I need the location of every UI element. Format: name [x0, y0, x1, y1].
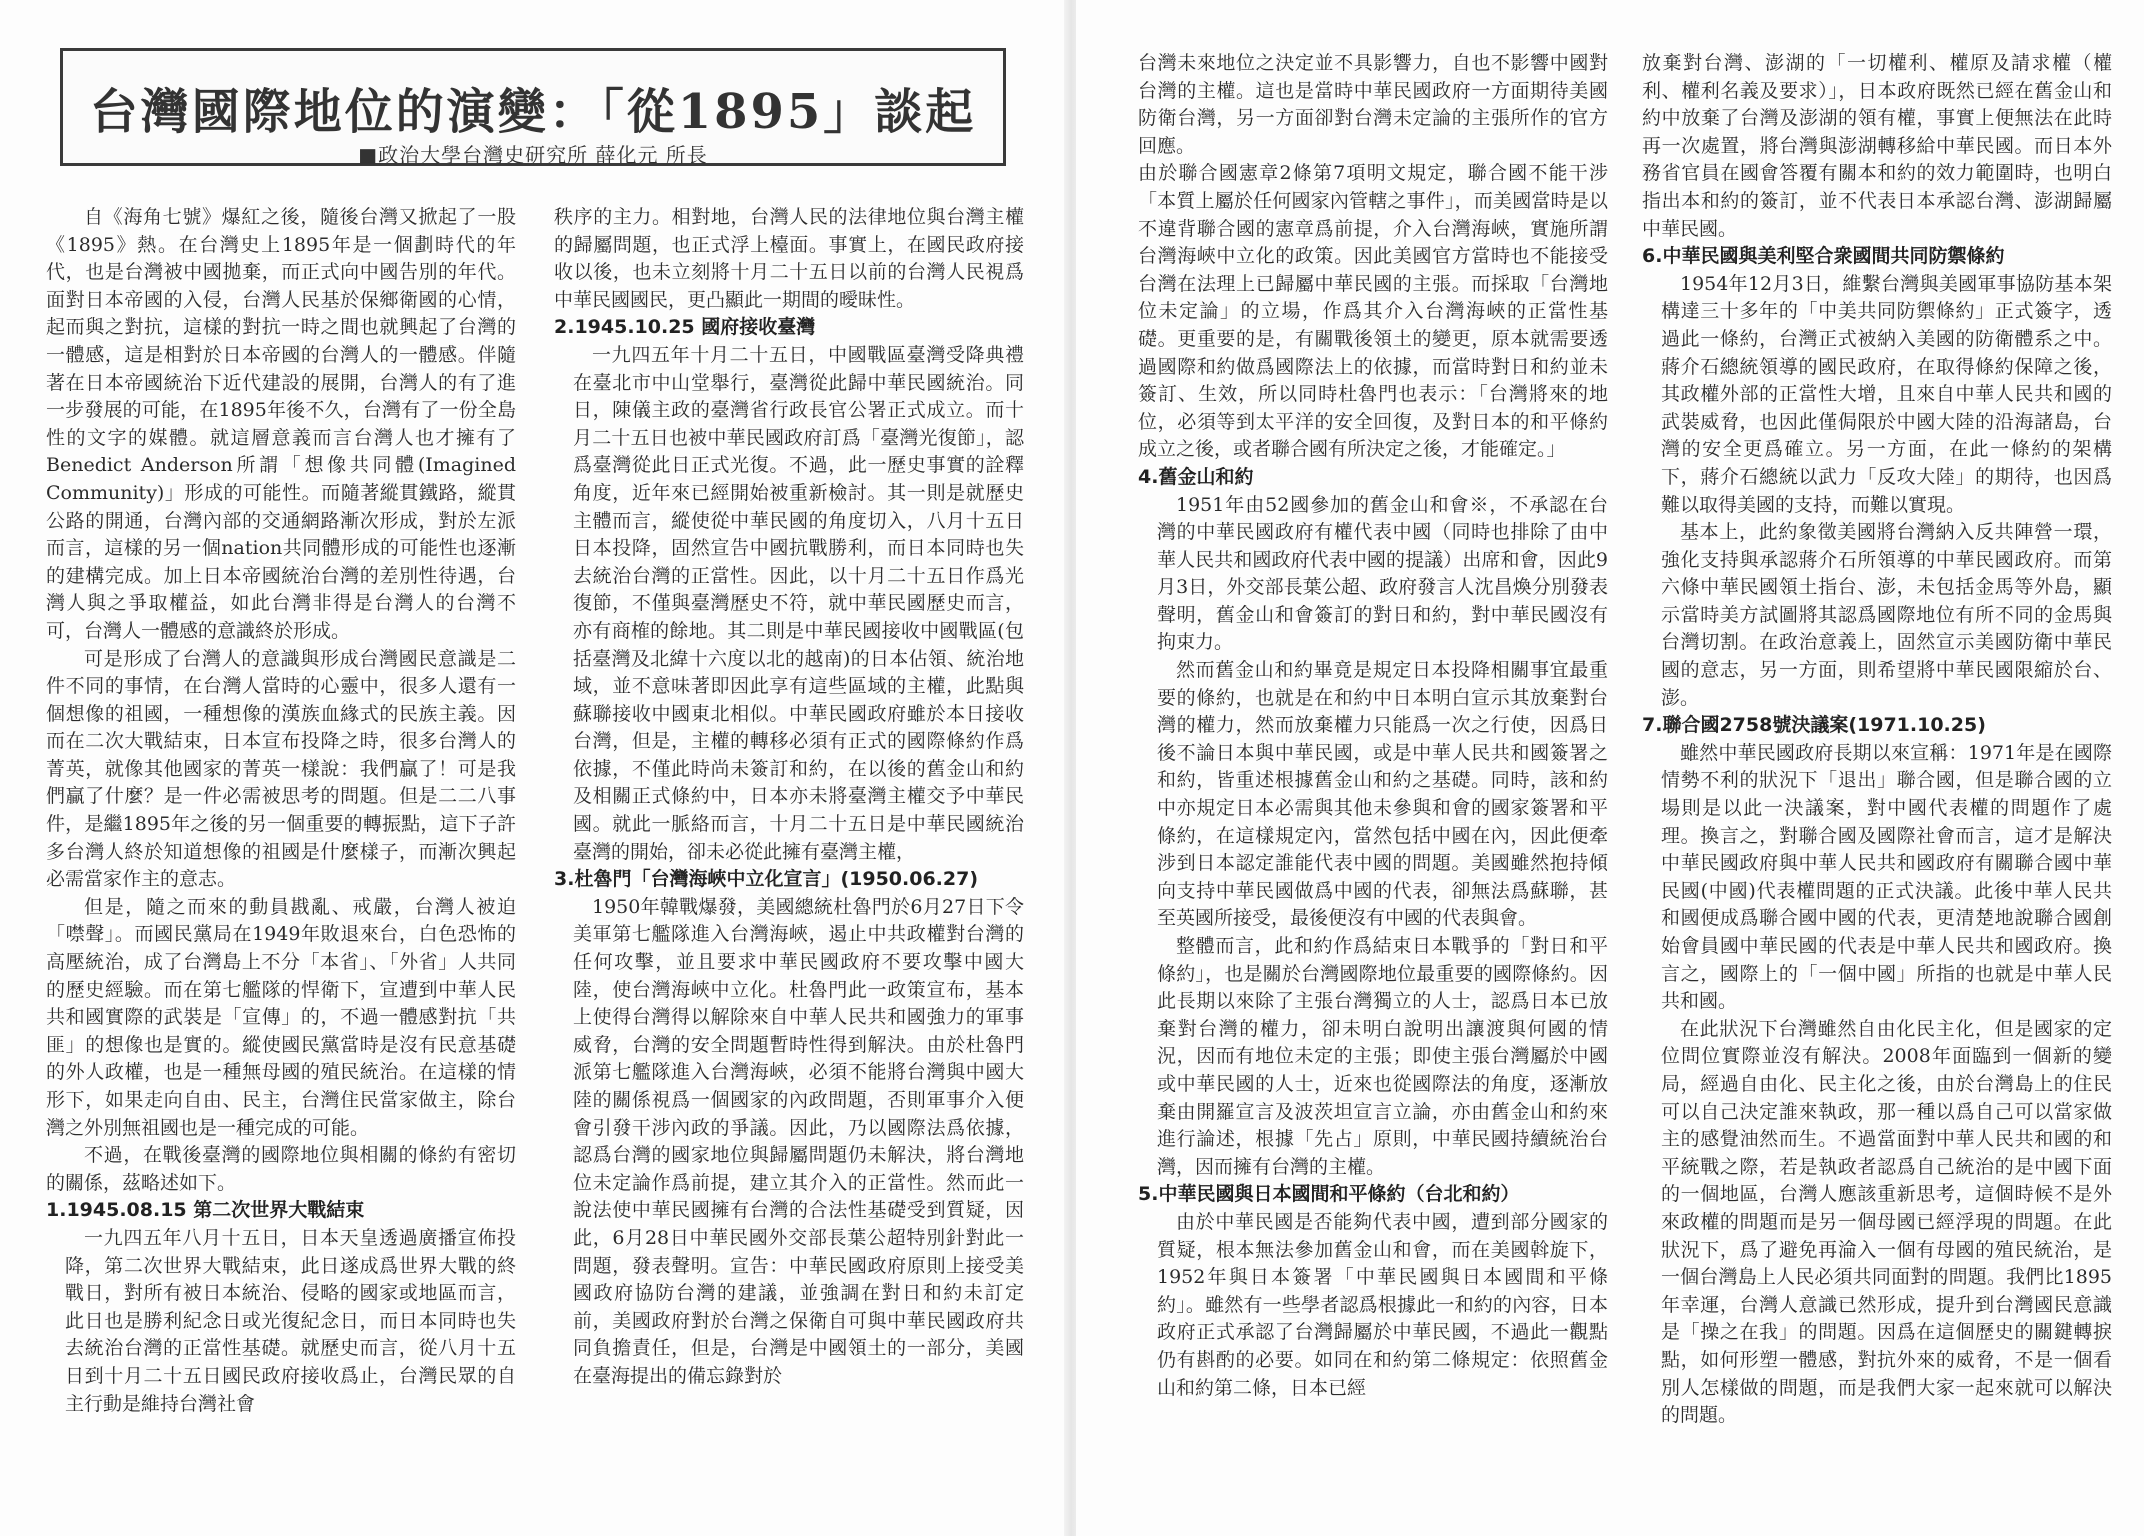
- right-page: [1076, 0, 2144, 1536]
- paragraph: 秩序的主力。相對地，台灣人民的法律地位與台灣主權的歸屬問題，也正式浮上檯面。事實上，在國民政府接收以後，也未立刻將十月二十五日以前的台灣人民視爲中華民國國民，更凸顯此一期間的曖昧性。: [554, 206, 1024, 311]
- paragraph: 台灣未來地位之決定並不具影響力，自也不影響中國對台灣的主權。這也是當時中華民國政府一方面期待美國防衛台灣，另一方面卻對台灣未定論的主張所作的官方回應。: [1138, 52, 1608, 157]
- section-body-3: [554, 894, 1024, 1391]
- paragraph: 1954年12月3日，維繫台灣與美國軍事協防基本架構達三十多年的「中美共同防禦條約」正式簽字，透過此一條約，台灣正式被納入美國的防衛體系之中。蔣介石總統領導的國民政府，在取得條約保障之後，其政權外部的正當性大增，且來自中華人民共和國的武裝威脅，也因此僅侷限於中國大陸的沿海諸島，台灣的安全更爲確立。另一方面，在此一條約的架構下，蔣介石總統以武力「反攻大陸」的期待，也因爲難以取得美國的支持，而難以實現。: [1661, 272, 2112, 516]
- paragraph: 1951年由52國參加的舊金山和會※，不承認在台灣的中華民國政府有權代表中國（同時也排除了由中華人民共和國政府代表中國的提議）出席和會，因此9月3日，外交部長葉公超、政府發言人沈昌煥分別發表聲明，舊金山和會簽訂的對日和約，對中華民國沒有拘束力。: [1157, 493, 1608, 654]
- paragraph: 但是，隨之而來的動員戡亂、戒嚴，台灣人被迫「噤聲」。而國民黨局在1949年敗退來台，白色恐怖的高壓統治，成了台灣島上不分「本省」、「外省」人共同的歷史經驗。而在第七艦隊的悍衛下，宣遭到中華人民共和國實際的武裝是「宣傳」的，不過一體感對抗「共匪」的想像也是實的。縱使國民黨當時是沒有民意基礎的外人政權，也是一種無母國的殖民統治。在這樣的情形下，如果走向自由、民主，台灣住民當家做主，除台灣之外別無祖國也是一種完成的可能。: [46, 895, 516, 1139]
- section-heading-3: 3.杜魯門「台灣海峽中立化宣言」(1950.06.27): [554, 868, 979, 891]
- paragraph: 一九四五年八月十五日，日本天皇透過廣播宣佈投降，第二次世界大戰結束，此日遂成爲世界大戰的終戰日，對所有被日本統治、侵略的國家或地區而言，此日也是勝利紀念日或光復紀念日，而日本同時也失去統治台灣的正當性基礎。就歷史而言，從八月十五日到十月二十五日國民政府接收爲止，台灣民眾的自主行動是維持台灣社會: [65, 1226, 516, 1415]
- section-body-4: [1138, 492, 1608, 1182]
- section-heading-2: 2.1945.10.25 國府接收臺灣: [554, 316, 816, 339]
- paragraph: 整體而言，此和約作爲結束日本戰爭的「對日和平條約」，也是關於台灣國際地位最重要的國際條約。因此長期以來除了主張台灣獨立的人士，認爲日本已放棄對台灣的權力，卻未明白說明出讓渡與何國的情況，因而有地位未定的主張；即使主張台灣屬於中國或中華民國的人士，近來也從國際法的角度，逐漸放棄由開羅宣言及波茨坦宣言立論，亦由舊金山和約來進行論述，根據「先占」原則，中華民國持續統治台灣，因而擁有台灣的主權。: [1157, 935, 1608, 1178]
- author-byline: ■政治大學台灣史研究所 薛化元 所長: [358, 143, 708, 167]
- paragraph: 一九四五年十月二十五日，中國戰區臺灣受降典禮在臺北市中山堂舉行，臺灣從此歸中華民國統治。同日，陳儀主政的臺灣省行政長官公署正式成立。而十月二十五日也被中華民國政府訂爲「臺灣光復節」，認爲臺灣從此日正式光復。不過，此一歷史事實的詮釋角度，近年來已經開始被重新檢討。其一則是就歷史主體而言，縱使從中華民國的角度切入，八月十五日日本投降，固然宣告中國抗戰勝利，而日本同時也失去統治台灣的正當性。因此，以十月二十五日作爲光復節，不僅與臺灣歷史不符，就中華民國歷史而言，亦有商榷的餘地。其二則是中華民國接收中國戰區(包括臺灣及北緯十六度以北的越南)的日本佔領、統治地域，並不意味著即因此享有這些區域的主權，此點與蘇聯接收中國東北相似。中華民國政府雖於本日接收台灣，但是，主權的轉移必須有正式的國際條約作爲依據，不僅此時尚未簽訂和約，在以後的舊金山和約及相關正式條約中，日本亦未將臺灣主權交予中華民國。就此一脈絡而言，十月二十五日是中華民國統治臺灣的開始，卻未必從此擁有臺灣主權，: [573, 343, 1024, 863]
- section-heading-4: 4.舊金山和約: [1138, 465, 1254, 488]
- title-box: [60, 48, 1006, 166]
- section-body-5: [1138, 1209, 1608, 1402]
- section-body-6: [1642, 271, 2112, 713]
- paragraph: 然而舊金山和約畢竟是規定日本投降相關事宜最重要的條約，也就是在和約中日本明白宣示其放棄對台灣的權力，然而放棄權力只能爲一次之行使，因爲日後不論日本與中華民國，或是中華人民共和國簽署之和約，皆重述根據舊金山和約之基礎。同時，該和約中亦規定日本必需與其他未參與和會的國家簽署和平條約，在這樣規定內，當然包括中國在內，因此便牽涉到日本認定誰能代表中國的問題。美國雖然抱持傾向支持中華民國做爲中國的代表，卻無法爲蘇聯，甚至英國所接受，最後便沒有中國的代表與會。: [1157, 659, 1608, 930]
- paragraph: 放棄對台灣、澎湖的「一切權利、權原及請求權（權利、權利名義及要求）」，日本政府既然已經在舊金山和約中放棄了台灣及澎湖的領有權，事實上便無法在此時再一次處置，將台灣與澎湖轉移給中華民國。而日本外務省官員在國會答覆有關本和約的效力範圍時，也明白指出本和約的簽訂，並不代表日本承認台灣、澎湖歸屬中華民國。: [1642, 52, 2112, 240]
- paragraph: 由於中華民國是否能夠代表中國，遭到部分國家的質疑，根本無法參加舊金山和會，而在美國斡旋下，1952年與日本簽署「中華民國與日本國間和平條約」。雖然有一些學者認爲根據此一和約的內容，日本政府正式承認了台灣歸屬於中華民國，不過此一觀點仍有斟酌的必要。如同在和約第二條規定：依照舊金山和約第二條，日本已經: [1157, 1210, 1608, 1399]
- paragraph: 由於聯合國憲章2條第7項明文規定，聯合國不能干涉「本質上屬於任何國家內管轄之事件」，而美國當時是以不違背聯合國的憲章爲前提，介入台灣海峽，實施所謂台灣海峽中立化的政策。因此美國官方當時也不能接受台灣在法理上已歸屬中華民國的主張。而採取「台灣地位未定論」的立場，作爲其介入台灣海峽的正當性基礎。更重要的是，有關戰後領土的變更，原本就需要透過國際和約做爲國際法上的依據，而當時對日和約並未簽訂、生效，所以同時杜魯門也表示：「台灣將來的地位，必須等到太平洋的安全回復，及對日本的和平條約成立之後，或者聯合國有所決定之後，才能確定。」: [1138, 162, 1608, 461]
- paragraph: 不過，在戰後臺灣的國際地位與相關的條約有密切的關係，茲略述如下。: [46, 1144, 516, 1194]
- left-page: [0, 0, 1068, 1536]
- paragraph: 1950年韓戰爆發，美國總統杜魯門於6月27日下令美軍第七艦隊進入台灣海峽，遏止中共政權對台灣的任何攻擊，並且要求中華民國政府不要攻擊中國大陸，使台灣海峽中立化。杜魯門此一政策宣布，基本上使得台灣得以解除來自中華人民共和國強力的軍事威脅，台灣的安全問題暫時性得到解決。由於杜魯門派第七艦隊進入台灣海峽，必須不能將台灣與中國大陸的關係視爲一個國家的內政問題，否則軍事介入便會引發干涉內政的爭議。因此，乃以國際法爲依據，認爲台灣的國家地位與歸屬問題仍未解決，將台灣地位未定論作爲前提，建立其介入的正當性。然而此一說法使中華民國擁有台灣的合法性基礎受到質疑，因此，6月28日中華民國外交部長葉公超特別針對此一問題，發表聲明。宣告：中華民國政府原則上接受美國政府協防台灣的建議，並強調在對日和約未訂定前，美國政府對於台灣之保衛自可與中華民國政府共同負擔責任，但是，台灣是中國領土的一部分，美國在臺海提出的備忘錄對於: [573, 895, 1024, 1387]
- paragraph: 在此狀況下台灣雖然自由化民主化，但是國家的定位問位實際並沒有解決。2008年面臨到一個新的變局，經過自由化、民主化之後，由於台灣島上的住民可以自己決定誰來執政，那一種以爲自己可以當家做主的感覺油然而生。不過當面對中華人民共和國的和平統戰之際，若是執政者認爲自己統治的是中國下面的一個地區，台灣人應該重新思考，這個時候不是外來政權的問題而是另一個母國已經浮現的問題。在此狀況下，爲了避免再淪入一個有母國的殖民統治，是一個台灣島上人民必須共同面對的問題。我們比1895年幸運，台灣人意識已然形成，提升到台灣國民意識是「操之在我」的問題。因爲在這個歷史的關鍵轉捩點，如何形塑一體感，對抗外來的威脅，不是一個看別人怎樣做的問題，而是我們大家一起來就可以解決的問題。: [1661, 1017, 2112, 1427]
- section-body-7: [1642, 740, 2112, 1430]
- section-body-1: [46, 1225, 516, 1418]
- paragraph: 自《海角七號》爆紅之後，隨後台灣又掀起了一股《1895》熱。在台灣史上1895年是一個劃時代的年代，也是台灣被中國拋棄，而正式向中國告別的年代。面對日本帝國的入侵，台灣人民基於保鄉衛國的心情，起而與之對抗，這樣的對抗一時之間也就興起了台灣的一體感，這是相對於日本帝國的台灣人的一體感。伴隨著在日本帝國統治下近代建設的展開，台灣人的有了進一步發展的可能，在1895年後不久，台灣有了一份全島性的文字的媒體。就這層意義而言台灣人也才擁有了Benedict Anderson所謂「想像共同體(Imagined Community)」形成的可能性。而隨著縱貫鐵路，縱貫公路的開通，台灣內部的交通網路漸次形成，對於左派而言，這樣的另一個nation共同體形成的可能性也逐漸的建構完成。加上日本帝國統治台灣的差別性待遇，台灣人與之爭取權益，如此台灣非得是台灣人的台灣不可，台灣人一體感的意識終於形成。: [46, 206, 516, 642]
- paragraph: 基本上，此約象徵美國將台灣納入反共陣營一環，強化支持與承認蔣介石所領導的中華民國政府。而第六條中華民國領土指台、澎，未包括金馬等外島，顯示當時美方試圖將其認爲國際地位有所不同的金馬與台灣切割。在政治意義上，固然宣示美國防衛中華民國的意志，另一方面，則希望將中華民國限縮於台、澎。: [1661, 521, 2112, 709]
- column-1: [46, 204, 516, 1504]
- paragraph: 雖然中華民國政府長期以來宣稱：1971年是在國際情勢不利的狀況下「退出」聯合國，但是聯合國的立場則是以此一決議案，對中國代表權的問題作了處理。換言之，對聯合國及國際社會而言，這才是解決中華民國政府與中華人民共和國政府有關聯合國中華民國(中國)代表權問題的正式決議。此後中華人民共和國便成爲聯合國中國的代表，更清楚地說聯合國創始會員國中華民國的代表是中華人民共和國政府。換言之，國際上的「一個中國」所指的也就是中華人民共和國。: [1661, 741, 2112, 1013]
- column-3: [1138, 50, 1608, 1510]
- section-heading-5: 5.中華民國與日本國間和平條約（台北和約）: [1138, 1183, 1520, 1206]
- article-title: 台灣國際地位的演變：「從1895」談起: [89, 84, 977, 140]
- column-2: [554, 204, 1024, 1504]
- section-heading-7: 7.聯合國2758號決議案(1971.10.25): [1642, 714, 1986, 737]
- section-heading-6: 6.中華民國與美利堅合衆國間共同防禦條約: [1642, 245, 2005, 268]
- section-body-2: [554, 342, 1024, 866]
- paragraph: 可是形成了台灣人的意識與形成台灣國民意識是二件不同的事情，在台灣人當時的心靈中，很多人還有一個想像的祖國，一種想像的漢族血緣式的民族主義。因而在二次大戰結束，日本宣布投降之時，很多台灣人的菁英，就像其他國家的菁英一樣說：我們贏了！可是我們贏了什麼？是一件必需被思考的問題。但是二二八事件，是繼1895年之後的另一個重要的轉振點，這下子許多台灣人終於知道想像的祖國是什麼樣子，而漸次興起必需當家作主的意志。: [46, 647, 516, 891]
- section-heading-1: 1.1945.08.15 第二次世界大戰結束: [46, 1199, 365, 1222]
- column-4: [1642, 50, 2112, 1510]
